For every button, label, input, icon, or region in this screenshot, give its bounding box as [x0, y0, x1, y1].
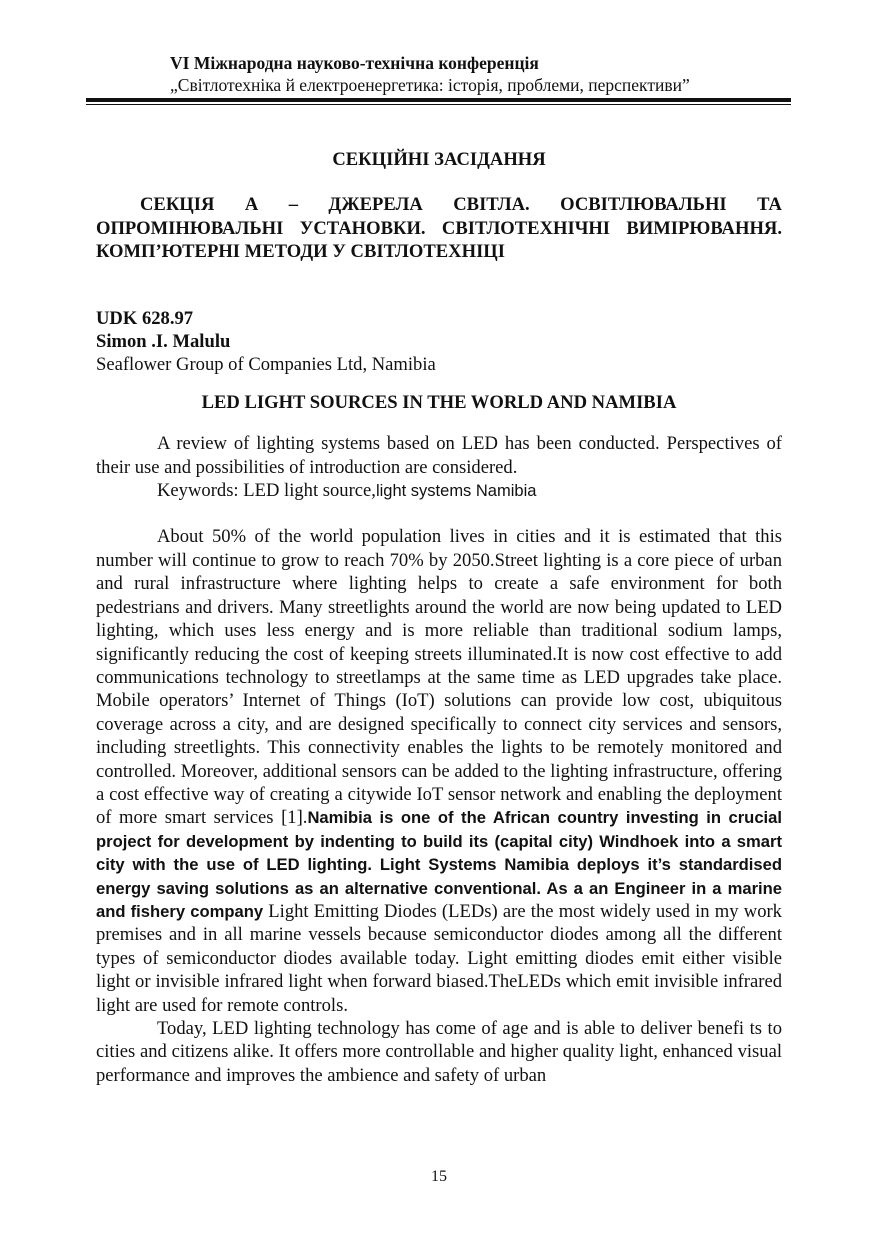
- session-title: СЕКЦІЙНІ ЗАСІДАННЯ: [332, 149, 546, 170]
- header-rule-thin: [86, 104, 791, 105]
- article-meta: [96, 307, 782, 377]
- body-paragraph-1: [96, 525, 782, 1017]
- section-heading-line1: СЕКЦІЯ А – ДЖЕРЕЛА СВІТЛА. ОСВІТЛЮВАЛЬНІ ТА: [140, 194, 782, 216]
- page-number: 15: [431, 1168, 447, 1185]
- abstract: A review of lighting systems based on LED has been conducted. Perspectives of their use and possibilities of introduction are considered.: [96, 433, 782, 478]
- udk-code: UDK 628.97: [96, 307, 194, 329]
- author-name: Simon .I. Malulu: [96, 331, 231, 353]
- conference-subtitle: „Світлотехніка й електроенергетика: історія, проблеми, перспективи”: [170, 75, 690, 95]
- conference-title: VI Міжнародна науково-технічна конференція: [170, 53, 539, 73]
- para1-start: About 50% of the world population lives in cities and it is estimated that this number will continue to grow to reach 70% by 2050.Street lighting is a core piece of urban and rural infrastructure where lighting helps to create a safe environment for both pedestrians and drivers. Many streetlights around the world are now being updated to LED lighting, which uses less energy and is more reliable than traditional sodium lamps, significantly reducing the cost of keeping streets illuminated.It is now cost effective to add communications technology to streetlamps at the same time as LED upgrades take place. Mobile operators’ Internet of Things (IoT) solutions can provide low cost, ubiquitous coverage across a city, and are designed specifically to connect city services and sensors, including streetlights. This connectivity enables the lights to be remotely monitored and controlled. Moreover, additional sensors can be added to the lighting infrastructure, offering a cost effective way of creating a citywide IoT sensor network and enabling the deployment of more smart services [1].: [96, 526, 782, 829]
- para1-end: Light Emitting Diodes (LEDs) are the most widely used in my work premises and in all marine vessels because semiconductor diodes among all the different types of semiconductor diodes available today. Light emitting diodes emit either visible light or invisible infrared light when forward biased.TheLEDs which emit invisible infrared light are used for remote controls.: [96, 900, 782, 1016]
- author-affiliation: Seaflower Group of Companies Ltd, Namibia: [96, 354, 436, 376]
- keywords: [96, 479, 782, 503]
- page-content: [96, 148, 782, 1087]
- keywords-label: Keywords: LED light source,: [157, 480, 376, 502]
- section-heading: [96, 193, 782, 263]
- keywords-values: light systems Namibia: [375, 482, 537, 501]
- header-rule-thick: [86, 98, 791, 102]
- conference-header: [96, 52, 790, 96]
- article-title: LED LIGHT SOURCES IN THE WORLD AND NAMIBIA: [201, 391, 677, 413]
- body-paragraph-2: Today, LED lighting technology has come of age and is able to deliver benefi ts to cities and citizens alike. It offers more controllable and higher quality light, enhanced visual performance and improves the ambience and safety of urban: [96, 1018, 782, 1086]
- section-heading-rest: ОПРОМІНЮВАЛЬНІ УСТАНОВКИ. СВІТЛОТЕХНІЧНІ ВИМІРЮВАННЯ. КОМП’ЮТЕРНІ МЕТОДИ У СВІТЛОТЕХНІЦІ: [96, 217, 782, 263]
- para1-bold: Namibia is one of the African country investing in crucial project for development by indenting to build its (capital city) Windhoek into a smart city with the use of LED lighting. Light Systems Namibia deploys it’s standardised energy saving solutions as an alternative conventional. As a an Engineer in a marine and fishery company: [96, 808, 783, 921]
